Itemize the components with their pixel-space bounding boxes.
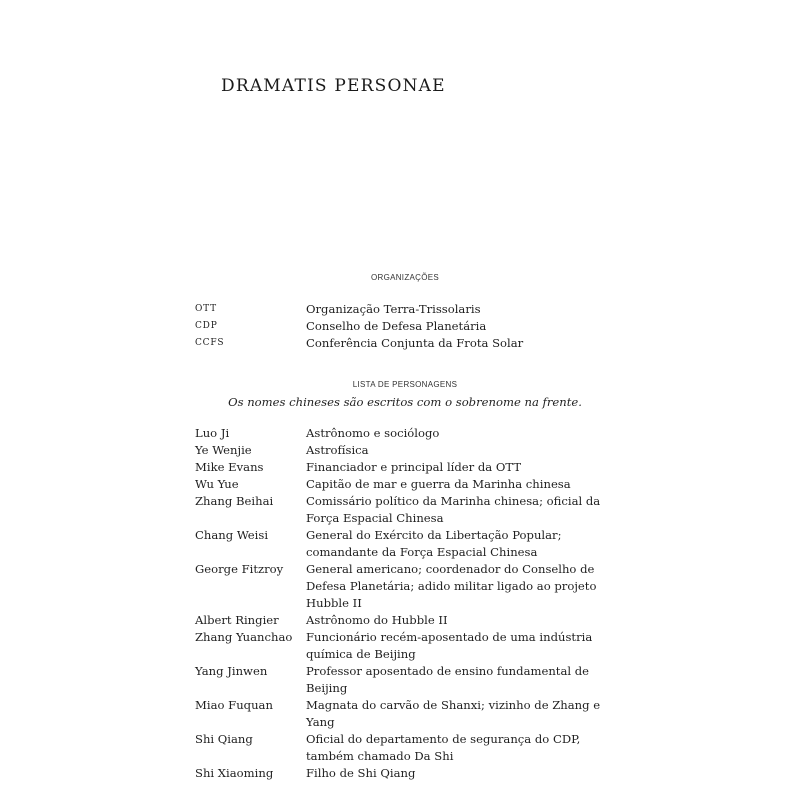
organization-row	[195, 335, 635, 352]
organization-row	[195, 301, 635, 318]
organization-name: Organização Terra-Trissolaris	[306, 302, 481, 316]
character-name: Wu Yue	[195, 477, 239, 491]
character-description: Magnata do carvão de Shanxi; vizinho de Zhang e Yang	[306, 698, 601, 729]
character-row	[195, 442, 635, 459]
organization-row	[195, 318, 635, 335]
organization-name: Conferência Conjunta da Frota Solar	[306, 336, 524, 350]
character-description: Funcionário recém-aposentado de uma indústria química de Beijing	[306, 630, 593, 661]
organizations-list	[195, 301, 635, 352]
character-row	[195, 663, 635, 697]
character-description: Comissário político da Marinha chinesa; oficial da Força Espacial Chinesa	[306, 494, 601, 525]
character-description: Astrofísica	[306, 443, 369, 457]
character-name: Ye Wenjie	[195, 443, 252, 457]
character-description: Professor aposentado de ensino fundamental de Beijing	[306, 664, 590, 695]
character-name: Shi Qiang	[195, 732, 253, 746]
character-name: Yang Jinwen	[195, 664, 268, 678]
organization-abbreviation: CDP	[195, 321, 218, 331]
organization-name: Conselho de Defesa Planetária	[306, 319, 487, 333]
character-name: Chang Weisi	[195, 528, 269, 542]
character-row	[195, 425, 635, 442]
character-row	[195, 459, 635, 476]
character-description: Astrônomo do Hubble II	[306, 613, 448, 627]
character-name: Shi Xiaoming	[195, 766, 274, 780]
character-name: George Fitzroy	[195, 562, 284, 576]
character-description: Oficial do departamento de segurança do CDP, também chamado Da Shi	[306, 732, 581, 763]
character-row	[195, 561, 635, 612]
character-description: General do Exército da Libertação Popular; comandante da Força Espacial Chinesa	[306, 528, 562, 559]
character-row	[195, 527, 635, 561]
names-note: Os nomes chineses são escritos com o sobrenome na frente.	[228, 395, 582, 409]
character-row	[195, 629, 635, 663]
character-row	[195, 765, 635, 782]
character-name: Zhang Beihai	[195, 494, 274, 508]
character-description: Capitão de mar e guerra da Marinha chinesa	[306, 477, 571, 491]
organization-abbreviation: OTT	[195, 304, 217, 314]
character-description: Filho de Shi Qiang	[306, 766, 416, 780]
character-row	[195, 476, 635, 493]
organization-abbreviation: CCFS	[195, 338, 225, 348]
character-name: Mike Evans	[195, 460, 264, 474]
page-title: DRAMATIS PERSONAE	[221, 76, 446, 96]
character-row	[195, 697, 635, 731]
character-name: Zhang Yuanchao	[195, 630, 293, 644]
character-description: General americano; coordenador do Conselho de Defesa Planetária; adido militar ligado ao projeto Hubble II	[306, 562, 597, 610]
character-row	[195, 493, 635, 527]
organizations-heading: ORGANIZAÇÕES	[370, 273, 440, 282]
character-name: Albert Ringier	[195, 613, 279, 627]
characters-list	[195, 425, 635, 782]
character-row	[195, 731, 635, 765]
character-name: Luo Ji	[195, 426, 230, 440]
character-name: Miao Fuquan	[195, 698, 273, 712]
character-description: Astrônomo e sociólogo	[306, 426, 440, 440]
character-description: Financiador e principal líder da OTT	[306, 460, 522, 474]
character-row	[195, 612, 635, 629]
characters-heading: LISTA DE PERSONAGENS	[352, 380, 458, 389]
